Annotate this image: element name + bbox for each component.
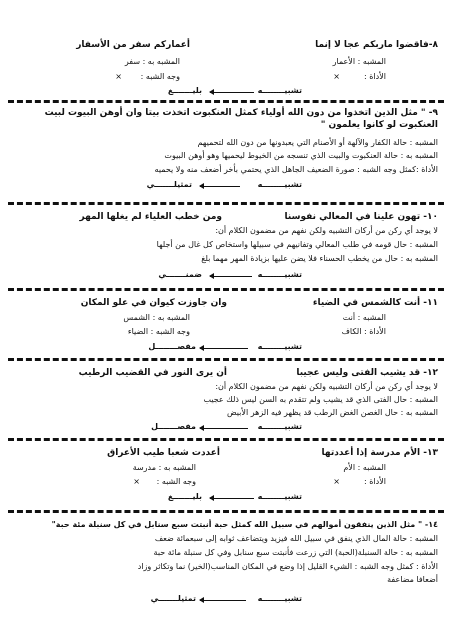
section-divider <box>8 100 444 103</box>
s8-wajh: وجه الشبه : <box>140 72 180 81</box>
s14-adat-wajh: الأداة : كمثل وجه الشبه : الشيء القليل إذا وضع في المكان المناسب(الخير) نما وتكاثر وزاد <box>137 562 438 571</box>
section-divider <box>8 438 444 441</box>
s10-type-value: ضمنـــــــي <box>158 270 202 279</box>
s12-arrow <box>200 428 248 429</box>
s11-mushabbah: المشبه : أنت <box>342 313 386 322</box>
s12-mushabbah: المشبه : حال الفتى الذي قد يشيب ولم تتقدم به السن ليس ذلك عجيب <box>203 395 438 404</box>
s10-arrow <box>210 276 252 277</box>
section-divider <box>8 358 444 361</box>
s14-mushabbah: المشبه : حالة المال الذي ينفق في سبيل الله فيزيد ويتضاعف ثوابه إلى سبعمائة ضعف <box>154 534 438 543</box>
s11-wajh: وجه الشبه : الضياء <box>127 327 190 336</box>
s13-type-value: بليـــــــغ <box>167 492 202 501</box>
verse-8-first-half: ٨-فاقضوا ماربكم عجا لا إنما <box>315 40 438 50</box>
section-divider <box>8 510 444 513</box>
s12-type-value: مفصـــــــل <box>151 422 196 431</box>
s9-type-label: تشبيــــــــه <box>257 180 302 189</box>
s13-wajh-none: × <box>133 477 140 486</box>
s8-type-value: بليـــــــغ <box>167 86 202 95</box>
verse-12-first-half: ١٢- قد يشيب الفتى وليس عجيبا <box>296 368 438 378</box>
s13-arrow <box>210 498 254 499</box>
section-divider <box>8 202 444 205</box>
verse-14-line-1: ١٤- " مثل الذين ينفقون أموالهم في سبيل الله كمثل حبة أنبتت سبع سنابل في كل سنبلة مئة حبة" <box>51 520 438 529</box>
s10-mushabbah-bih: المشبه به : حال من يخطب الحسناء فلا يضن عليها بزيادة المهر مهما بلغ <box>201 254 438 263</box>
s11-mushabbah-bih: المشبه به : الشمس <box>123 313 190 322</box>
s11-type-value: مفصــــــــل <box>148 342 196 351</box>
verse-13-second-half: أعددت شعبا طيب الأعراق <box>107 448 220 458</box>
s14-type-value: تمثيلـــــــي <box>150 594 196 603</box>
s11-arrow <box>200 348 248 349</box>
s10-note: لا يوجد أي ركن من أركان التشبيه ولكن نفهم من مضمون الكلام أن: <box>215 226 438 235</box>
verse-8-second-half: أعماركم سفر من الأسفار <box>76 40 190 50</box>
verse-10-first-half: ١٠- تهون علينا في المعالي نفوسنا <box>284 212 438 222</box>
verse-9-line-2: العنكبوت لو كانوا يعلمون " <box>320 120 438 130</box>
s8-type-label: تشبيــــــــه <box>257 86 302 95</box>
s9-arrow <box>200 186 240 187</box>
verse-9-line-1: ٩- " مثل الذين اتخذوا من دون الله أولياء كمثل العنكبوت اتخذت بيتا وان أوهن البيوت لبيت <box>44 108 438 118</box>
s9-adat-wajh: الأداة :كمثل وجه الشبه : صورة الضعيف الجاهل الذي يحتمي بأخر أضعف منه ولا يحميه <box>154 165 438 174</box>
s8-arrow <box>210 92 254 93</box>
s13-mushabbah-bih: المشبه به : مدرسة <box>132 463 196 472</box>
s12-note: لا يوجد أي ركن من أركان التشبيه ولكن نفهم من مضمون الكلام أن: <box>215 382 438 391</box>
s14-type-label: تشبيــــــــه <box>257 594 302 603</box>
s9-type-value: تمثيلـــــــي <box>146 180 192 189</box>
s13-adat-none: × <box>333 477 340 486</box>
s10-type-label: تشبيــــــــه <box>257 270 302 279</box>
s14-arrow <box>200 600 246 601</box>
verse-11-first-half: ١١- أنت كالشمس في الضياء <box>312 298 438 308</box>
s11-adat: الأداة : الكاف <box>341 327 386 336</box>
s12-mushabbah-bih: المشبه به : حال الغصن الغض الرطب قد يظهر فيه الزهر الأبيض <box>226 408 438 417</box>
s14-mushabbah-bih: المشبه به : حالة السنبلة(الحبة) التي زرعت فأنبتت سبع سنابل وفي كل سنبلة مائة حبة <box>153 548 438 557</box>
s9-mushabbah-bih: المشبه به : حالة العنكبوت والبيت الذي تنسجه من الخيوط ليحميها وهو أوهن البيوت <box>164 151 438 160</box>
s13-type-label: تشبيــــــــه <box>257 492 302 501</box>
s13-mushabbah: المشبه : الأم <box>343 463 386 472</box>
s8-mushabbah-bih: المشبه به : سفر <box>124 57 180 66</box>
s14-adat-wajh-cont: أضعافا مضاعفة <box>387 575 438 584</box>
s8-mushabbah: المشبه : الأعمار <box>332 57 386 66</box>
verse-13-first-half: ١٣- الأم مدرسة إذا أعددتها <box>321 448 438 458</box>
s13-wajh: وجه الشبه : <box>156 477 196 486</box>
s8-wajh-none: × <box>115 72 122 81</box>
verse-10-second-half: ومن خطب العلياء لم يغلها المهر <box>79 212 222 222</box>
s13-adat: الأداة : <box>364 477 386 486</box>
s8-adat: الأداة : <box>364 72 386 81</box>
s10-mushabbah: المشبه : حال قومه في طلب المعالي وتفانيهم في سبيلها واستخاص كل غال من أجلها <box>156 240 438 249</box>
s8-adat-none: × <box>333 72 340 81</box>
section-divider <box>8 288 444 291</box>
s9-mushabbah: المشبه : حالة الكفار والآلهة أو الأصنام التي يعبدونها من دون الله لتحميهم <box>197 138 438 147</box>
verse-12-second-half: أن يرى النور في القضيب الرطيب <box>78 368 227 378</box>
s11-type-label: تشبيــــــــه <box>257 342 302 351</box>
verse-11-second-half: وان جاوزت كيوان في علو المكان <box>80 298 227 308</box>
s12-type-label: تشبيــــــــه <box>257 422 302 431</box>
